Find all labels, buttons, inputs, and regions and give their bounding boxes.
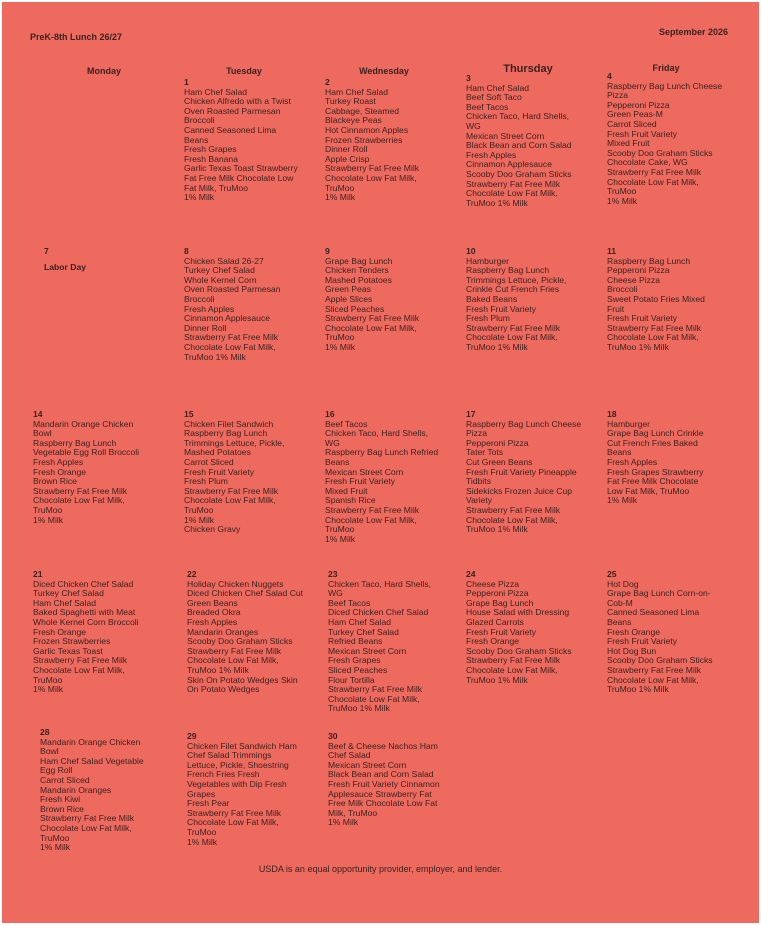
menu-item: 1% Milk [325, 533, 356, 544]
menu-item: Ham Chef Salad [328, 616, 392, 627]
menu-item: TruMoo [33, 674, 63, 685]
menu-item: Mexican Street Corn [325, 466, 404, 477]
menu-item: Pepperoni Pizza [607, 99, 670, 110]
menu-item: Cob-M [607, 597, 633, 608]
menu-item: Scooby Doo Graham Sticks [187, 636, 293, 647]
menu-item: Chicken Salad 26-27 [184, 255, 264, 266]
day-cell-11 [607, 247, 735, 353]
day-cell-3 [466, 74, 594, 208]
menu-item: Oven Roasted Parmesan [184, 105, 281, 116]
menu-item: Grapes [187, 788, 216, 799]
menu-item: TruMoo [33, 504, 63, 515]
menu-item: Chicken Gravy [184, 524, 241, 535]
menu-item: Scooby Doo Graham Sticks [607, 655, 713, 666]
menu-item: Cheese Pizza [607, 274, 661, 285]
menu-item: Mixed Fruit [607, 138, 650, 149]
menu-item: Hamburger [466, 255, 509, 266]
menu-item: Fat Free Milk Chocolate [607, 476, 699, 487]
menu-item: Cheese Pizza [466, 578, 520, 589]
menu-item: Strawberry Fat Free Milk [184, 485, 279, 496]
menu-item: WG [328, 588, 343, 599]
menu-item: Scooby Doo Graham Sticks [466, 645, 572, 656]
menu-item: On Potato Wedges [187, 684, 260, 695]
menu-item: Apple Crisp [325, 153, 370, 164]
menu-item: Canned Seasoned Lima [184, 124, 277, 135]
menu-item: TruMoo [187, 826, 217, 837]
menu-item: Strawberry Fat Free Milk [40, 813, 135, 824]
menu-item: TruMoo [40, 832, 70, 843]
menu-item: Free Milk Chocolate Low Fat [328, 798, 438, 809]
menu-item: WG [466, 120, 481, 131]
day-number: 16 [325, 409, 335, 419]
menu-item: Raspberry Bag Lunch [466, 265, 550, 276]
menu-item: Strawberry Fat Free Milk [607, 664, 702, 675]
menu-item: Chocolate Low Fat Milk, [466, 664, 558, 675]
day-cell-16 [325, 410, 453, 544]
menu-item: Fresh Apples [607, 456, 658, 467]
menu-item: Mandarin Oranges [187, 626, 259, 637]
menu-item: Turkey Chef Salad [33, 588, 104, 599]
menu-item: Chicken Filet Sandwich Ham [187, 740, 297, 751]
menu-item: Oven Roasted Parmesan [184, 284, 281, 295]
menu-item: Ham Chef Salad Vegetable [40, 755, 144, 766]
menu-item: Canned Seasoned Lima [607, 607, 700, 618]
menu-item: Fresh Pear [187, 798, 230, 809]
menu-item: Turkey Roast [325, 96, 376, 107]
menu-item: Ham Chef Salad [33, 597, 97, 608]
menu-item: TruMoo 1% Milk [607, 684, 669, 695]
menu-item: Strawberry Fat Free Milk [325, 313, 420, 324]
menu-item: Chef Salad [328, 750, 371, 761]
day-number: 7 [44, 246, 49, 256]
day-cell-17 [466, 410, 594, 535]
menu-item: Hot Dog Bun [607, 645, 657, 656]
menu-item: Fresh Fruit Variety [607, 636, 678, 647]
menu-item: Ham Chef Salad [325, 86, 389, 97]
menu-item: Strawberry Fat Free Milk [607, 166, 702, 177]
menu-item: Glazed Carrots [466, 616, 524, 627]
menu-item: Fresh Fruit Variety [466, 626, 537, 637]
menu-item: Crinkle Cut French Fries [466, 284, 560, 295]
menu-item: Broccoli [184, 115, 215, 126]
menu-item: Chocolate Low Fat Milk, [325, 514, 417, 525]
menu-item: Chicken Taco, Hard Shells, [466, 111, 570, 122]
day-number: 4 [607, 71, 612, 81]
menu-item: TruMoo 1% Milk [466, 341, 528, 352]
menu-item: Beef Soft Taco [466, 92, 522, 103]
menu-item: Mexican Street Corn [466, 130, 545, 141]
menu-item: Blackeye Peas [325, 115, 382, 126]
menu-item: 1% Milk [187, 836, 218, 847]
menu-item: Sweet Potato Fries Mixed [607, 293, 705, 304]
menu-item: Fresh Orange [33, 466, 87, 477]
menu-item: TruMoo [607, 186, 637, 197]
menu-item: Trimmings Lettuce, Pickle, [466, 274, 567, 285]
menu-item: Chocolate Low Fat Milk, [33, 664, 125, 675]
day-number: 9 [325, 246, 330, 256]
day-number: 10 [466, 246, 476, 256]
menu-item: Cut French Fries Baked [607, 437, 698, 448]
menu-item: Flour Tortilla [328, 674, 375, 685]
menu-item: Brown Rice [40, 803, 84, 814]
menu-item: Raspberry Bag Lunch [184, 428, 268, 439]
menu-item: Chicken Tenders [325, 265, 389, 276]
menu-item: Mashed Potatoes [184, 447, 251, 458]
menu-item: Vegetable Egg Roll Broccoli [33, 447, 140, 458]
menu-item: Strawberry Fat Free Milk [325, 504, 420, 515]
menu-item: Ham Chef Salad [466, 82, 530, 93]
menu-item: Beef Tacos [328, 597, 371, 608]
day-number: 1 [184, 77, 189, 87]
menu-item: Fresh Apples [33, 456, 84, 467]
menu-item: Fresh Kiwi [40, 794, 81, 805]
menu-item: Beef Tacos [466, 101, 509, 112]
menu-item: 1% Milk [328, 817, 359, 828]
menu-item: Chocolate Low Fat Milk, [187, 655, 279, 666]
weekday-header-monday: Monday [86, 66, 121, 76]
day-cell-4 [607, 72, 735, 206]
day-number: 24 [466, 569, 476, 579]
menu-item: Skin On Potato Wedges Skin [187, 674, 298, 685]
menu-item: Egg Roll [40, 765, 73, 776]
day-cell-21 [33, 570, 161, 695]
menu-item: Fat Milk, TruMoo [184, 182, 248, 193]
menu-item: Strawberry Fat Free Milk [466, 504, 561, 515]
menu-item: Frozen Strawberries [33, 636, 111, 647]
menu-item: Fresh Banana [184, 153, 238, 164]
menu-item: Grape Bag Lunch Crinkle [607, 428, 704, 439]
menu-item: Strawberry Fat Free Milk [187, 807, 282, 818]
menu-item: Carrot Sliced [40, 774, 90, 785]
day-number: 21 [33, 569, 43, 579]
menu-item: 1% Milk [325, 192, 356, 203]
menu-item: WG [325, 437, 340, 448]
menu-item: Strawberry Fat Free Milk [184, 332, 279, 343]
menu-item: Lettuce, Pickle, Shoestring [187, 759, 289, 770]
menu-item: Mexican Street Corn [328, 759, 407, 770]
menu-item: Raspberry Bag Lunch Cheese [466, 418, 582, 429]
menu-item: Fruit [607, 303, 625, 314]
menu-item: Fresh Fruit Variety [325, 476, 396, 487]
day-number: 25 [607, 569, 617, 579]
menu-item: Green Beans [187, 597, 238, 608]
day-cell-25 [607, 570, 735, 695]
menu-item: French Fries Fresh [187, 769, 260, 780]
menu-item: Grape Bag Lunch Corn-on- [607, 588, 711, 599]
menu-item: Chocolate Low Fat Milk, [184, 341, 276, 352]
day-number: 8 [184, 246, 189, 256]
menu-item: Chef Salad Trimmings [187, 750, 272, 761]
menu-item: TruMoo 1% Milk [466, 524, 528, 535]
menu-item: Beans [184, 134, 209, 145]
day-number: 15 [184, 409, 194, 419]
day-cell-7 [44, 247, 172, 272]
menu-item: Cabbage, Steamed [325, 105, 400, 116]
menu-item: Raspberry Bag Lunch [33, 437, 117, 448]
menu-item: Tater Tots [466, 447, 504, 458]
menu-item: Mixed Fruit [325, 485, 368, 496]
day-number: 2 [325, 77, 330, 87]
menu-item: TruMoo [325, 182, 355, 193]
day-cell-15 [184, 410, 312, 535]
menu-item: TruMoo [184, 504, 214, 515]
menu-item: Turkey Chef Salad [328, 626, 399, 637]
menu-item: 1% Milk [184, 514, 215, 525]
menu-item: Chocolate Low Fat Milk, [325, 172, 417, 183]
menu-item: Chocolate Low Fat Milk, [187, 817, 279, 828]
menu-item: Beef & Cheese Nachos Ham [328, 740, 438, 751]
menu-item: Fresh Grapes Strawberry [607, 466, 704, 477]
menu-item: Fresh Fruit Variety [607, 128, 678, 139]
menu-item: Dinner Roll [325, 144, 368, 155]
menu-item: House Salad with Dressing [466, 607, 570, 618]
menu-item: Whole Kernel Corn [184, 274, 257, 285]
menu-item: Brown Rice [33, 476, 77, 487]
menu-item: Pizza [607, 90, 629, 101]
menu-item: Fresh Grapes [184, 144, 237, 155]
menu-item: Pizza [466, 428, 488, 439]
menu-item: Hot Dog [607, 578, 639, 589]
menu-item: Chocolate Low Fat Milk, [184, 495, 276, 506]
menu-item: Diced Chicken Chef Salad [33, 578, 134, 589]
menu-item: 1% Milk [325, 341, 356, 352]
menu-item: Chicken Taco, Hard Shells, [325, 428, 429, 439]
menu-item: Pepperoni Pizza [466, 437, 529, 448]
menu-item: Fresh Plum [466, 313, 510, 324]
menu-item: Fresh Apples [187, 616, 238, 627]
menu-item: Fresh Orange [607, 626, 661, 637]
menu-item: Diced Chicken Chef Salad Cut [187, 588, 304, 599]
day-cell-29 [187, 732, 315, 847]
menu-item: Chicken Filet Sandwich [184, 418, 274, 429]
menu-item: Chocolate Low Fat Milk, [466, 188, 558, 199]
day-cell-9 [325, 247, 453, 353]
menu-item: TruMoo 1% Milk [607, 341, 669, 352]
menu-item: Fresh Fruit Variety [184, 466, 255, 477]
menu-item: Strawberry Fat Free Milk [33, 485, 128, 496]
holiday-label: Labor Day [44, 261, 87, 272]
menu-item: Raspberry Bag Lunch Cheese [607, 80, 723, 91]
day-cell-1 [184, 78, 312, 203]
menu-item: Sliced Peaches [325, 303, 385, 314]
day-number: 14 [33, 409, 43, 419]
menu-item: Applesauce Strawberry Fat [328, 788, 432, 799]
menu-item: Fresh Fruit Variety Cinnamon [328, 778, 440, 789]
menu-item: Turkey Chef Salad [184, 265, 255, 276]
menu-item: Scooby Doo Graham Sticks [466, 168, 572, 179]
menu-item: Variety [466, 495, 493, 506]
menu-item: Chocolate Low Fat Milk, [40, 822, 132, 833]
menu-item: Dinner Roll [184, 322, 227, 333]
menu-item: Broccoli [184, 293, 215, 304]
menu-item: Chocolate Low Fat Milk, [607, 176, 699, 187]
menu-item: TruMoo 1% Milk [466, 674, 528, 685]
menu-item: Strawberry Fat Free Milk [607, 322, 702, 333]
menu-item: Pepperoni Pizza [607, 265, 670, 276]
menu-item: Grape Bag Lunch [466, 597, 534, 608]
menu-item: Chocolate Low Fat Milk, [325, 322, 417, 333]
menu-item: Strawberry Fat Free Milk [325, 163, 420, 174]
day-cell-22 [187, 570, 315, 695]
day-number: 29 [187, 731, 197, 741]
menu-item: Hamburger [607, 418, 650, 429]
month-label: September 2026 [659, 27, 729, 37]
day-cell-8 [184, 247, 312, 362]
day-cell-23 [328, 570, 456, 714]
menu-item: Garlic Texas Toast Strawberry [184, 163, 298, 174]
day-cell-10 [466, 247, 594, 353]
menu-item: Strawberry Fat Free Milk [466, 322, 561, 333]
menu-item: Fresh Grapes [328, 655, 381, 666]
menu-item: Strawberry Fat Free Milk [466, 655, 561, 666]
menu-item: 1% Milk [607, 195, 638, 206]
menu-item: Grape Bag Lunch [325, 255, 393, 266]
menu-item: TruMoo 1% Milk [466, 197, 528, 208]
menu-item: Holiday Chicken Nuggets [187, 578, 284, 589]
day-number: 11 [607, 246, 617, 256]
menu-item: Fresh Apples [184, 303, 235, 314]
menu-item: Milk, TruMoo [328, 807, 378, 818]
menu-item: Diced Chicken Chef Salad [328, 607, 429, 618]
menu-item: Strawberry Fat Free Milk [328, 684, 423, 695]
menu-item: Chocolate Cake, WG [607, 157, 688, 168]
menu-item: Frozen Strawberries [325, 134, 403, 145]
menu-item: TruMoo [325, 524, 355, 535]
menu-item: Fresh Fruit Variety [607, 313, 678, 324]
menu-item: Vegetables with Dip Fresh [187, 778, 287, 789]
menu-item: 1% Milk [33, 684, 64, 695]
menu-item: 1% Milk [33, 514, 64, 525]
menu-item: TruMoo 1% Milk [328, 703, 390, 714]
menu-item: Breaded Okra [187, 607, 241, 618]
day-number: 3 [466, 73, 471, 83]
menu-item: Beans [607, 447, 632, 458]
menu-item: Refried Beans [328, 636, 383, 647]
day-cell-30 [328, 732, 456, 828]
menu-item: Scooby Doo Graham Sticks [607, 147, 713, 158]
weekday-header-friday: Friday [652, 63, 680, 73]
menu-item: 1% Milk [184, 192, 215, 203]
menu-item: Strawberry Fat Free Milk [33, 655, 128, 666]
menu-item: Fresh Orange [466, 636, 520, 647]
menu-item: 1% Milk [607, 495, 638, 506]
day-cell-2 [325, 78, 453, 203]
menu-item: Strawberry Fat Free Milk [187, 645, 282, 656]
menu-title: PreK-8th Lunch 26/27 [30, 32, 123, 42]
menu-item: Pepperoni Pizza [466, 588, 529, 599]
menu-item: Chocolate Low Fat Milk, [466, 514, 558, 525]
menu-item: Chicken Alfredo with a Twist [184, 96, 291, 107]
menu-item: Mashed Potatoes [325, 274, 392, 285]
menu-item: Chocolate Low Fat Milk, [607, 332, 699, 343]
menu-item: Mexican Street Corn [328, 645, 407, 656]
menu-item: Apple Slices [325, 293, 373, 304]
menu-item: Cinnamon Applesauce [184, 313, 270, 324]
menu-item: TruMoo 1% Milk [184, 351, 246, 362]
menu-item: Baked Beans [466, 293, 518, 304]
day-number: 22 [187, 569, 197, 579]
menu-item: Mandarin Orange Chicken [40, 736, 141, 747]
menu-item: Carrot Sliced [607, 118, 657, 129]
weekday-header-tuesday: Tuesday [226, 66, 262, 76]
menu-item: Raspberry Bag Lunch [607, 255, 691, 266]
weekday-header-thursday: Thursday [503, 63, 553, 75]
menu-item: Sidekicks Frozen Juice Cup [466, 485, 573, 496]
menu-item: Chocolate Low Fat Milk, [607, 674, 699, 685]
menu-item: Chocolate Low Fat Milk, [328, 693, 420, 704]
menu-item: Baked Spaghetti with Meat [33, 607, 136, 618]
menu-item: Sliced Peaches [328, 664, 388, 675]
menu-item: Chocolate Low Fat Milk, [466, 332, 558, 343]
menu-item: Beans [325, 456, 350, 467]
menu-item: Whole Kernel Corn Broccoli [33, 616, 139, 627]
menu-item: Cut Green Beans [466, 456, 533, 467]
menu-item: Fresh Orange [33, 626, 87, 637]
day-number: 30 [328, 731, 338, 741]
menu-item: Chicken Taco, Hard Shells, [328, 578, 432, 589]
menu-item: Fat Free Milk Chocolate Low [184, 172, 294, 183]
menu-item: Bowl [40, 746, 59, 757]
menu-item: Black Bean and Corn Salad [328, 769, 434, 780]
menu-item: Cinnamon Applesauce [466, 159, 552, 170]
day-cell-28 [40, 728, 168, 853]
day-number: 18 [607, 409, 617, 419]
menu-item: Fresh Apples [466, 149, 517, 160]
day-number: 28 [40, 727, 50, 737]
menu-item: Hot Cinnamon Apples [325, 124, 409, 135]
menu-item: Tidbits [466, 476, 491, 487]
weekday-header-wednesday: Wednesday [359, 66, 409, 76]
menu-item: Green Peas [325, 284, 371, 295]
menu-item: TruMoo [325, 332, 355, 343]
day-number: 23 [328, 569, 338, 579]
menu-item: Garlic Texas Toast [33, 645, 103, 656]
day-cell-18 [607, 410, 735, 506]
menu-item: Bowl [33, 428, 52, 439]
menu-item: Trimmings Lettuce, Pickle, [184, 437, 285, 448]
menu-item: Carrot Sliced [184, 456, 234, 467]
menu-item: Fresh Plum [184, 476, 228, 487]
menu-item: 1% Milk [40, 842, 71, 853]
usda-statement: USDA is an equal opportunity provider, employer, and lender. [258, 864, 503, 874]
day-number: 17 [466, 409, 476, 419]
menu-item: Black Bean and Corn Salad [466, 140, 572, 151]
menu-item: Raspberry Bag Lunch Refried [325, 447, 439, 458]
menu-page [2, 2, 759, 923]
menu-item: Green Peas-M [607, 109, 663, 120]
menu-item: Low Fat Milk, TruMoo [607, 485, 690, 496]
menu-item: Fresh Fruit Variety [466, 303, 537, 314]
menu-item: Spanish Rice [325, 495, 376, 506]
menu-item: TruMoo 1% Milk [187, 664, 249, 675]
menu-item: Strawberry Fat Free Milk [466, 178, 561, 189]
menu-item: Chocolate Low Fat Milk, [33, 495, 125, 506]
day-cell-14 [33, 410, 161, 525]
menu-item: Ham Chef Salad [184, 86, 248, 97]
menu-item: Fresh Fruit Variety Pineapple [466, 466, 577, 477]
menu-item: Mandarin Oranges [40, 784, 112, 795]
menu-item: Mandarin Orange Chicken [33, 418, 134, 429]
menu-item: Beef Tacos [325, 418, 368, 429]
day-cell-24 [466, 570, 594, 685]
menu-item: Broccoli [607, 284, 638, 295]
menu-item: Beans [607, 616, 632, 627]
